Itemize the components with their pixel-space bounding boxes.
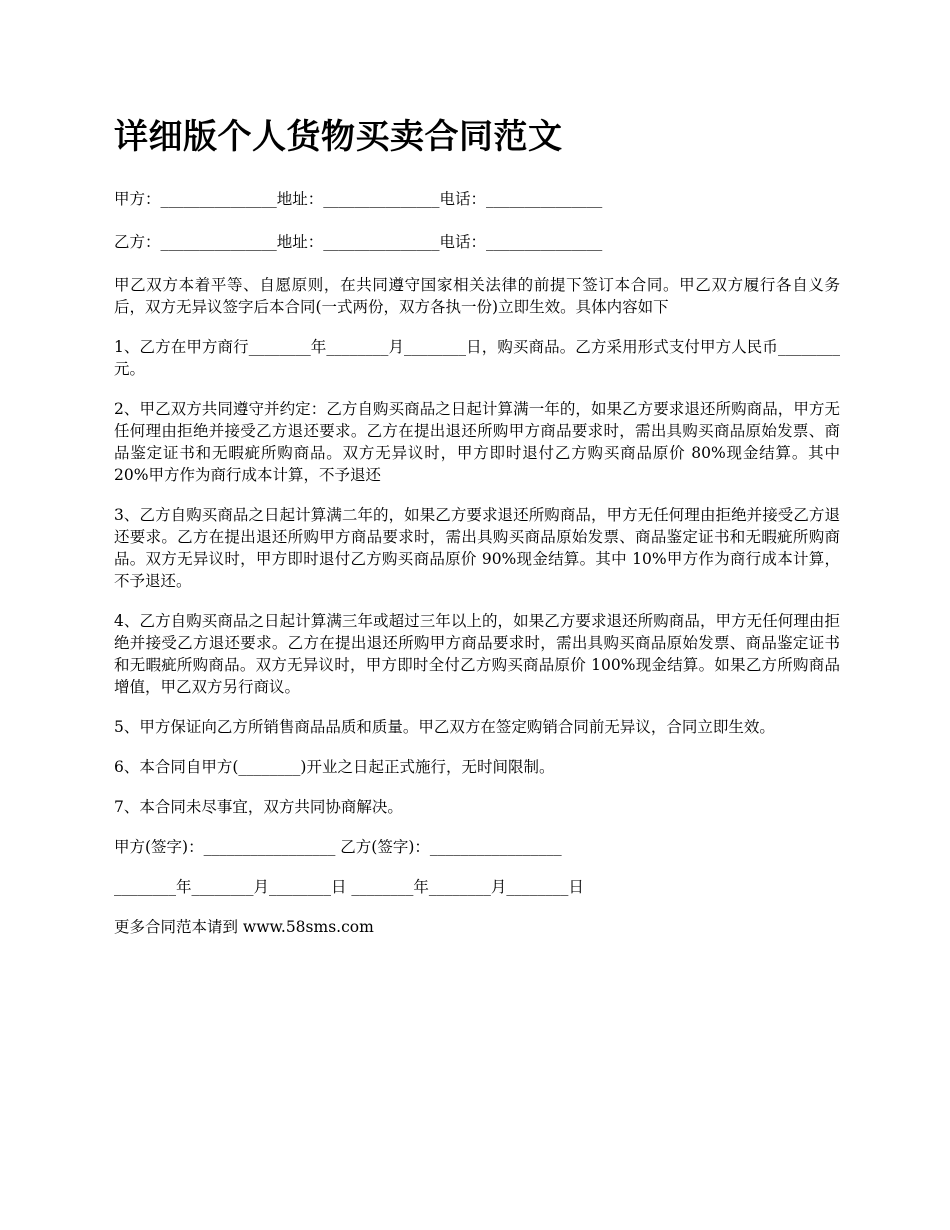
clause-4: 4、乙方自购买商品之日起计算满三年或超过三年以上的，如果乙方要求退还所购商品，甲方无任何理由拒绝并接受乙方退还要求。乙方在提出退还所购甲方商品要求时，需出具购买商品原始发票、商品鉴定证书和无暇疵所购商品。双方无异议时，甲方即时全付乙方购买商品原价 100%现金结算。如果乙方所购商品增值，甲乙双方另行商议。 [114, 612, 840, 696]
clause-2: 2、甲乙双方共同遵守并约定：乙方自购买商品之日起计算满一年的，如果乙方要求退还所购商品，甲方无任何理由拒绝并接受乙方退还要求。乙方在提出退还所购甲方商品要求时，需出具购买商品原始发票、商品鉴定证书和无暇疵所购商品。双方无异议时，甲方即时退付乙方购买商品原价 80%现金结算。其中 20%甲方作为商行成本计算，不予退还 [114, 400, 840, 484]
clause-3: 3、乙方自购买商品之日起计算满二年的，如果乙方要求退还所购商品，甲方无任何理由拒绝并接受乙方退还要求。乙方在提出退还所购甲方商品要求时，需出具购买商品原始发票、商品鉴定证书和无暇疵所购商品。双方无异议时，甲方即时退付乙方购买商品原价 90%现金结算。其中 10%甲方作为商行成本计算，不予退还。 [114, 506, 840, 590]
clause-7: 7、本合同未尽事宜，双方共同协商解决。 [114, 798, 403, 816]
footer-website-note: 更多合同范本请到 www.58sms.com [114, 918, 374, 936]
document-title: 详细版个人货物买卖合同范文 [114, 117, 563, 157]
party-b-info-line: 乙方：_______________地址：_______________电话：_______________ [114, 233, 603, 251]
intro-paragraph: 甲乙双方本着平等、自愿原则，在共同遵守国家相关法律的前提下签订本合同。甲乙双方履行各自义务后，双方无异议签字后本合同(一式两份，双方各执一份)立即生效。具体内容如下 [114, 276, 840, 316]
party-a-info-line: 甲方：_______________地址：_______________电话：_______________ [114, 190, 603, 208]
clause-5: 5、甲方保证向乙方所销售商品品质和质量。甲乙双方在签定购销合同前无异议，合同立即生效。 [114, 718, 775, 736]
clause-6: 6、本合同自甲方(________)开业之日起正式施行，无时间限制。 [114, 758, 555, 776]
date-line: ________年________月________日 ________年________月________日 [114, 878, 584, 896]
clause-1: 1、乙方在甲方商行________年________月________日，购买商品。乙方采用形式支付甲方人民币________元。 [114, 338, 840, 378]
signature-line: 甲方(签字)：_________________ 乙方(签字)：_________________ [114, 838, 562, 856]
contract-page [114, 112, 840, 956]
